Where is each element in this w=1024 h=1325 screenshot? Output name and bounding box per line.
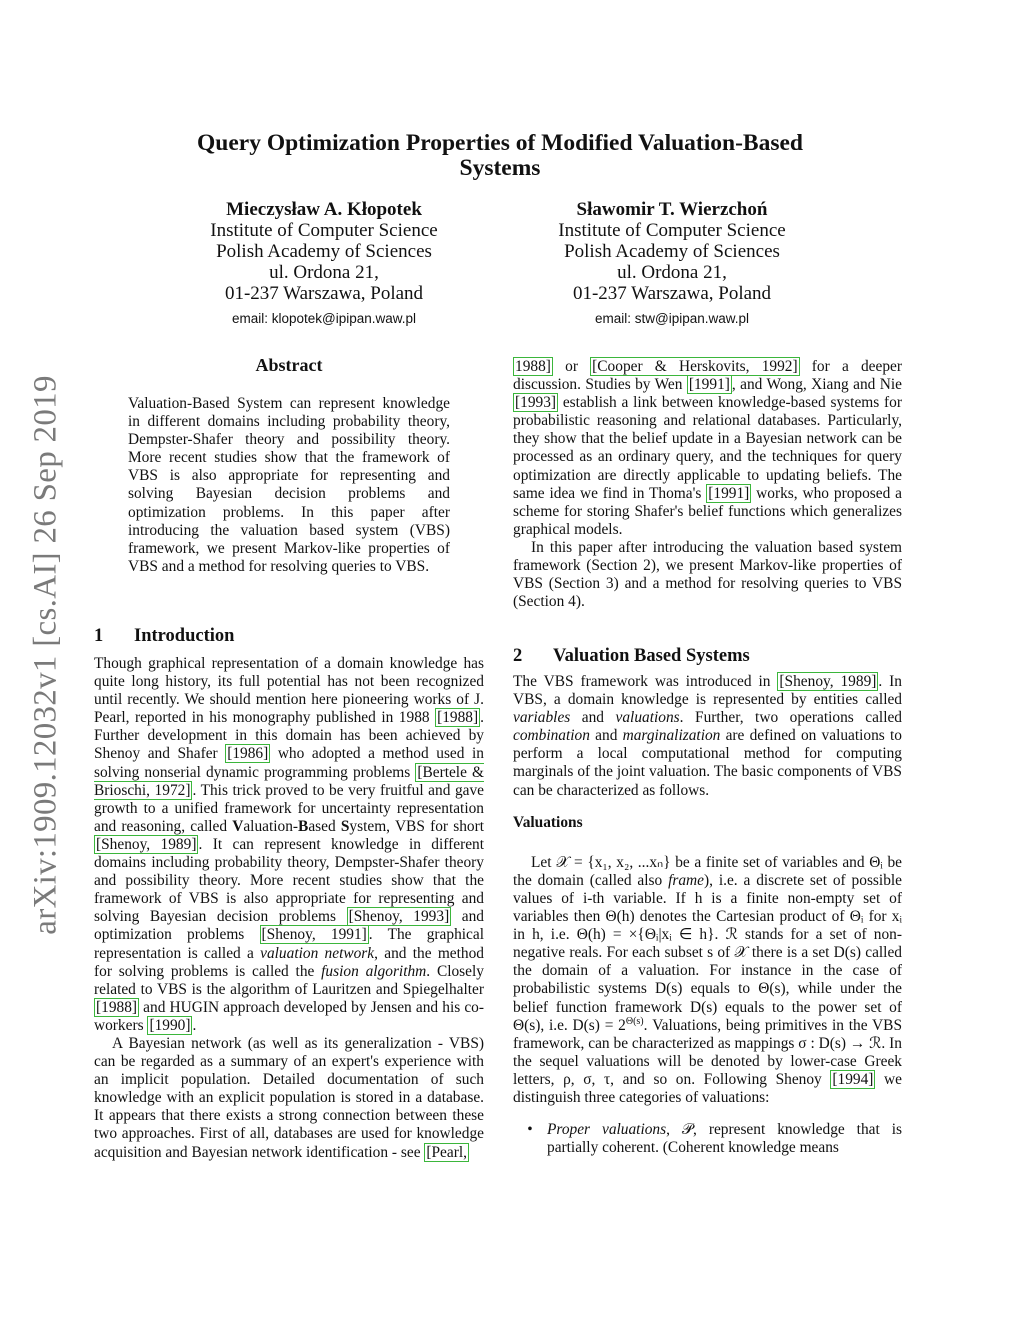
citation[interactable]: [Bertele & Brioschi, 1972]	[94, 763, 484, 799]
abstract-heading: Abstract	[255, 355, 323, 375]
intro-paragraph-2-cont: 1988] or [Cooper & Herskovits, 1992] for a deeper discussion. Studies by Wen [1991] , and Wong, Xiang and Nie [1993] establish a link between knowledge-based systems for probabilistic reasoning and relational databases. Particularly, they show that the belief update in a Bayesian network can be processed as an ordinary query, and the techniques for query optimization are directly applicable to updating beliefs. The same idea we find in Thoma's [1991] works, who proposed a scheme for storing Shafer's belief functions which generalizes graphical models.	[513, 358, 902, 538]
citation[interactable]: [Pearl,	[426, 1143, 467, 1161]
vbs-paragraph-1: The VBS framework was introduced in [Shenoy, 1989] . In VBS, a domain knowledge is represented by entities called variables and valuations. Further, two operations called combination and marginalization are defined on valuations to perform a local computational method for computing marginals of the joint valuation. The basic components of VBS can be characterized as follows.	[513, 673, 902, 799]
intro-paragraph-1: Though graphical representation of a domain knowledge has quite long history, its full potential has not been recognized until recently. We should mention here pioneering works of J. Pearl, reported in his monography published in 1988 [1988] . Further development in this domain has been achieved by Shenoy and Shafer [1986] who adopted a method used in solving nonserial dynamic programming problems [Bertele & Brioschi, 1972] . This trick proved to be very fruitful and gave growth to a unified framework for uncertainty representation and reasoning, called Valuation-Based System, VBS for short [Shenoy, 1989] . It can represent knowledge in different domains including probability theory, Dempster-Shafer theory and possibility theory. More recent studies show that the framework of VBS is also appropriate for representing and solving Bayesian decision problems [Shenoy, 1993] and optimization problems [Shenoy, 1991] . The graphical representation is called a valuation network, and the method for solving problems is called the fusion algorithm. Closely related to VBS is the algorithm of Lauritzen and Spiegelhalter [1988] and HUGIN approach developed by Jensen and his co-workers [1990] .	[94, 655, 485, 1034]
author-block-2: Sławomir T. Wierzchoń Institute of Computer Science Polish Academy of Sciences ul. Ordona 21, 01-237 Warszawa, Poland email: stw@ipipan.waw.pl	[558, 199, 786, 326]
citation[interactable]: [Shenoy, 1993]	[348, 908, 450, 926]
section-2-heading: 2 Valuation Based Systems	[513, 646, 750, 666]
citation[interactable]: 1988]	[515, 358, 551, 375]
left-column-body	[94, 655, 484, 1162]
arxiv-side-label: arXiv:1909.12032v1 [cs.AI] 26 Sep 2019	[27, 375, 64, 935]
author-block-1: Mieczysław A. Kłopotek Institute of Computer Science Polish Academy of Sciences ul. Ordona 21, 01-237 Warszawa, Poland email: klopotek@ipipan.waw.pl	[210, 199, 438, 326]
citation[interactable]: [1988]	[437, 709, 479, 727]
citation[interactable]: [1993]	[515, 394, 557, 412]
citation[interactable]: [1994]	[832, 1070, 874, 1088]
valuations-heading: Valuations	[513, 813, 583, 831]
intro-paragraph-2: A Bayesian network (as well as its generalization - VBS) can be regarded as a summary of an expert's experience with an implicit population. Detailed documentation of such knowledge with an explicit population is stored in a database. It appears that there exists a strong connection between these two approaches. First of all, databases are used for knowledge acquisition and Bayesian network identification - see [Pearl,	[94, 1034, 484, 1161]
citation[interactable]: [1988]	[96, 998, 138, 1016]
section-1-heading: 1 Introduction	[94, 626, 235, 646]
citation[interactable]: [1986]	[227, 745, 269, 763]
vbs-paragraph-2: Let 𝒳 = {x₁, x₂, ...xₙ} be a finite set of variables and Θᵢ be the domain (called also frame), i.e. a discrete set of possible values of i-th variable. If h is a finite non-empty set of variables then Θ(h) denotes the Cartesian product of Θᵢ for xᵢ in h, i.e. Θ(h) = ×{Θᵢ|xᵢ ∈ h}. ℛ stands for a set of non-negative reals. For each subset s of 𝒳 there is a set D(s) called the domain of a valuation. For instance in the case of probabilistic systems D(s) equals to Θ(s), while under the belief function framework D(s) equals to the power set of Θ(s), i.e. $D(s) = 2^{\Theta(s)}$. Valuations, being primitives in the VBS framework, can be characterized as mappings σ : D(s) → ℛ. In the sequel valuations will be denoted by lower-case Greek letters, ρ, σ, τ, and so on. Following Shenoy [1994] we distinguish three categories of valuations:	[513, 853, 903, 1106]
right-column-top	[513, 358, 902, 611]
citation[interactable]: [Shenoy, 1989]	[96, 835, 197, 853]
citation[interactable]: [1991]	[688, 376, 730, 394]
citation[interactable]: [Cooper & Herskovits, 1992]	[592, 358, 798, 375]
list-item: • Proper valuations, 𝒫, represent knowledge that is partially coherent. (Coherent knowledge means	[513, 1121, 902, 1157]
citation[interactable]: [1991]	[708, 484, 750, 502]
paper-title: Query Optimization Properties of Modified Valuation-Based Systems	[197, 130, 803, 181]
citation[interactable]: [Shenoy, 1989]	[779, 673, 877, 690]
citation[interactable]: [Shenoy, 1991]	[261, 926, 367, 944]
citation[interactable]: [1990]	[149, 1016, 191, 1034]
abstract-text: Valuation-Based System can represent knowledge in different domains including probability theory, Dempster-Shafer theory and possibility theory. More recent studies show that the framework of VBS is also appropriate for representing and solving Bayesian decision problems and optimization problems. In this paper after introducing the valuation based system (VBS) framework, we present Markov-like properties of VBS and a method for resolving queries to VBS.	[128, 395, 450, 575]
right-column-body	[513, 673, 902, 1157]
bullet-icon: •	[527, 1121, 533, 1139]
intro-paragraph-3: In this paper after introducing the valuation based system framework (Section 2), we present Markov-like properties of VBS (Section 3) and a method for resolving queries to VBS (Section 4).	[513, 538, 902, 611]
